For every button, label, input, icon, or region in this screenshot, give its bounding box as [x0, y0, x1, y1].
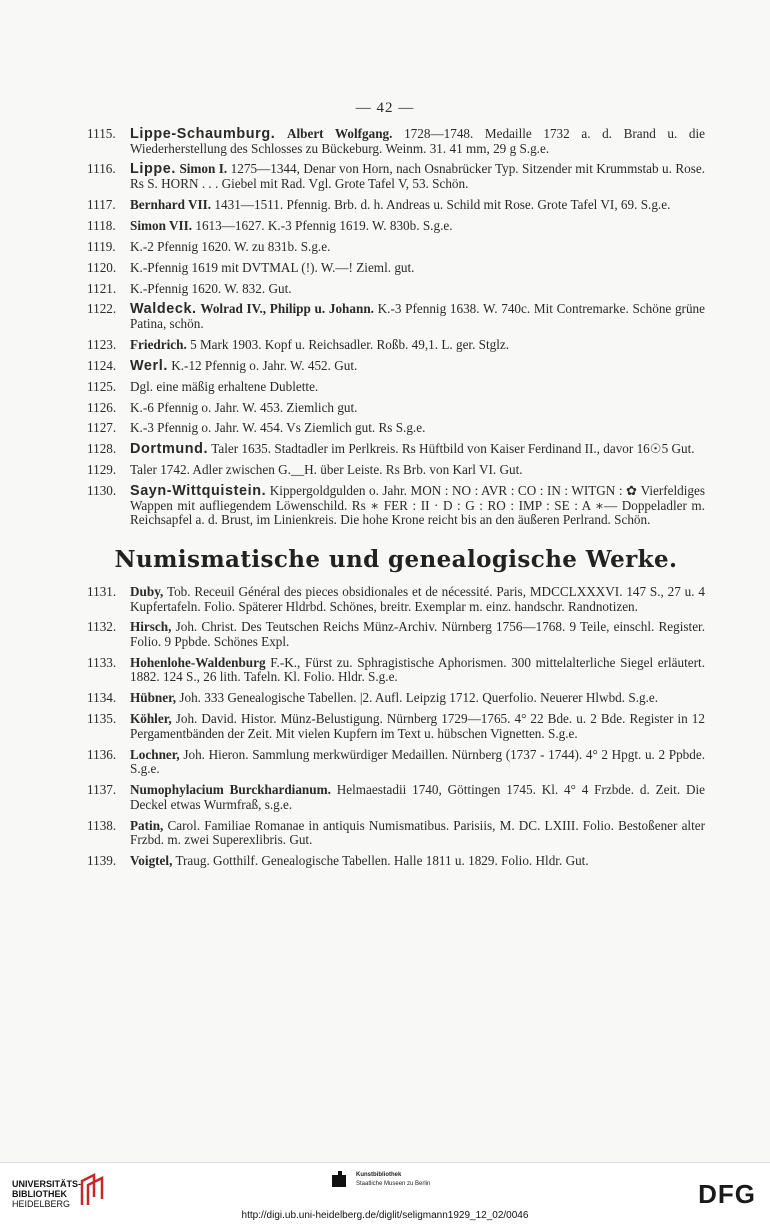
entry-body	[130, 282, 705, 297]
catalog-entry	[87, 338, 705, 353]
entry-body	[130, 585, 705, 614]
entry-body	[130, 380, 705, 395]
entry-heading: Patin,	[130, 817, 164, 833]
entry-number: 1116.	[87, 161, 116, 177]
entry-text: Taler 1635. Stadtadler im Perlkreis. Rs Hüftbild von Kaiser Ferdinand II., davor 16☉5 Gut.	[211, 441, 695, 457]
entry-text: Joh. Hieron. Sammlung merkwürdiger Medaillen. Nürnberg (1737 - 1744). 4° 2 Hpgt. u. 2 Ppbde. S.g.e.	[130, 746, 706, 777]
catalog-entry	[87, 585, 705, 614]
entry-number: 1127.	[87, 420, 117, 436]
entry-heading: Hohenlohe-Waldenburg	[130, 654, 266, 670]
entry-number: 1122.	[87, 301, 117, 317]
entry-heading: Friedrich.	[130, 336, 187, 352]
entry-text: Joh. David. Histor. Münz-Belustigung. Nürnberg 1729—1765. 4° 22 Bde. u. 2 Bde. Register in 12 Pergamentbänden der Zeit. Mit vielen Kupfern im Text u. hübschen Vignetten. S.g.e.	[130, 711, 705, 741]
entry-text: K.-12 Pfennig o. Jahr. W. 452. Gut.	[171, 357, 358, 373]
catalog-entry	[87, 854, 705, 869]
entry-number: 1119.	[87, 238, 116, 254]
entry-number: 1137.	[87, 782, 117, 798]
catalog-entry	[87, 219, 705, 234]
entry-heading: Numophylacium Burckhardianum.	[130, 782, 331, 798]
entry-body	[130, 338, 705, 353]
entry-number: 1130.	[87, 483, 117, 499]
entry-body	[130, 198, 705, 213]
entry-number: 1117.	[87, 196, 116, 212]
permalink-url[interactable]: http://digi.ub.uni-heidelberg.de/diglit/seligmann1929_12_02/0046	[241, 1210, 529, 1221]
section-title: Numismatische und genealogische Werke.	[114, 545, 678, 573]
entry-heading: Simon VII.	[130, 217, 193, 233]
entry-number: 1139.	[87, 853, 117, 869]
catalog-entry	[87, 484, 705, 528]
entry-subheading: Albert Wolfgang.	[286, 126, 393, 141]
entry-heading: Dortmund.	[130, 441, 209, 458]
catalog-entry	[87, 656, 705, 685]
entry-text: 1728—1748. Medaille 1732 a. d. Brand u. die Wiederherstellung des Schlosses zu Bückeburg. Weinm. 31. 41 mm, 29 g S.g.e.	[130, 126, 706, 156]
entry-body	[130, 421, 705, 436]
entry-subheading: Simon I.	[179, 161, 228, 177]
entry-heading: Duby,	[130, 583, 164, 599]
entry-text: Tob. Receuil Général des pieces obsidionales et de nécessité. Paris, MDCCLXXXVI. 147 S., 27 u. 4 Kupfertafeln. Folio. Späterer Hldrbd. Schönes, breitr. Exemplar m. einz. handschr. Randnotizen.	[130, 583, 705, 614]
catalog-entry	[87, 240, 705, 255]
entry-text: 1431—1511. Pfennig. Brb. d. h. Andreas u. Schild mit Rose. Grote Tafel VI, 69. S.g.e.	[214, 196, 671, 212]
entry-heading: Köhler,	[130, 711, 172, 727]
catalog-entry	[87, 401, 705, 416]
entry-number: 1120.	[87, 259, 117, 275]
kunstbibliothek-name	[356, 1171, 430, 1189]
entry-heading: Sayn-Wittquistein.	[130, 483, 267, 500]
entry-text: K.-2 Pfennig 1620. W. zu 831b. S.g.e.	[130, 238, 331, 254]
entry-body	[130, 748, 705, 777]
entry-text: Kippergoldgulden o. Jahr. MON : NO : AVR : CO : IN : WITGN : ✿ Vierfeldiges Wappen mit aufliegendem Löwenschild. Rs ∗ FER : II · D : G : RO : IMP : SE : A ∗— Doppeladler m. Reichsapfel a. d. Brust, im Linienkreis. Die hohe Krone reicht bis an den äußeren Perlrand. Schön.	[130, 483, 706, 528]
entry-body	[130, 712, 705, 741]
entry-number: 1133.	[87, 654, 117, 670]
entry-text: Dgl. eine mäßig erhaltene Dublette.	[130, 378, 319, 394]
entry-text: K.-Pfennig 1620. W. 832. Gut.	[130, 280, 292, 296]
entry-body	[130, 302, 705, 331]
entry-body	[130, 463, 705, 478]
catalog-entry	[87, 421, 705, 436]
entry-body	[130, 656, 705, 685]
entry-body	[130, 359, 705, 374]
catalog-entry	[87, 162, 705, 191]
kunstbibliothek-logo-icon	[330, 1171, 350, 1189]
catalog-entry	[87, 302, 705, 331]
entry-text: F.-K., Fürst zu. Sphragistische Aphorismen. 300 mittelalterliche Siegel erläutert. 1882. 124 S., 26 lith. Tafeln. Kl. Folio. Hldr. S.g.e.	[130, 654, 705, 685]
entry-number: 1126.	[87, 399, 117, 415]
catalog-entry	[87, 712, 705, 741]
entry-heading: Bernhard VII.	[130, 196, 212, 212]
university-library-logo-icon	[78, 1173, 108, 1207]
catalog-entry	[87, 783, 705, 812]
footer-bar	[0, 1162, 770, 1224]
catalog-entry	[87, 127, 705, 156]
entry-number: 1123.	[87, 336, 117, 352]
entry-text: Joh. 333 Genealogische Tabellen. |2. Aufl. Leipzig 1712. Querfolio. Neuerer Hlwbd. S.g.e.	[179, 690, 659, 706]
entry-body	[130, 442, 705, 457]
book-entries	[87, 585, 705, 869]
catalog-entry	[87, 359, 705, 374]
entry-number: 1129.	[87, 462, 117, 478]
entry-number: 1131.	[87, 583, 117, 599]
catalog-entry	[87, 819, 705, 848]
catalog-entry	[87, 620, 705, 649]
entry-number: 1118.	[87, 217, 116, 233]
kb-line-1: Kunstbibliothek	[356, 1172, 402, 1178]
entry-body	[130, 854, 705, 869]
entry-heading: Werl.	[130, 357, 168, 374]
entry-body	[130, 219, 705, 234]
entry-body	[130, 401, 705, 416]
catalog-entry	[87, 282, 705, 297]
entry-number: 1135.	[87, 711, 117, 727]
entry-body	[130, 127, 705, 156]
entry-number: 1128.	[87, 441, 117, 457]
entry-body	[130, 484, 705, 528]
entry-body	[130, 240, 705, 255]
entry-heading: Waldeck.	[130, 301, 197, 318]
entry-text: Carol. Familiae Romanae in antiquis Numismatibus. Parisiis, M. DC. LXIII. Folio. Bestoßener alter Frzbd. m. zwei Superexlibris. Gut.	[130, 817, 706, 848]
entry-text: 1613—1627. K.-3 Pfennig 1619. W. 830b. S.g.e.	[195, 217, 453, 233]
entry-body	[130, 819, 705, 848]
entry-text: K.-Pfennig 1619 mit DVTMAL (!). W.—! Zieml. gut.	[130, 259, 415, 275]
entry-body	[130, 261, 705, 276]
entry-text: K.-6 Pfennig o. Jahr. W. 453. Ziemlich gut.	[130, 399, 358, 415]
uni-line-2: BIBLIOTHEK	[12, 1189, 67, 1199]
entry-body	[130, 783, 705, 812]
coin-entries	[87, 127, 705, 528]
catalog-entry	[87, 261, 705, 276]
catalog-entries	[87, 127, 705, 875]
entry-number: 1125.	[87, 378, 117, 394]
entry-text: 5 Mark 1903. Kopf u. Reichsadler. Roßb. 49,1. L. ger. Stglz.	[190, 336, 510, 352]
entry-body	[130, 691, 705, 706]
entry-number: 1115.	[87, 126, 116, 141]
entry-text: Traug. Gotthilf. Genealogische Tabellen. Halle 1811 u. 1829. Folio. Hldr. Gut.	[175, 853, 589, 869]
entry-heading: Lippe-Schaumburg.	[130, 126, 276, 142]
kb-line-2: Staatliche Museen zu Berlin	[356, 1181, 431, 1187]
entry-number: 1132.	[87, 619, 117, 635]
uni-line-3: HEIDELBERG	[12, 1199, 71, 1209]
entry-text: K.-3 Pfennig 1638. W. 740c. Mit Contremarke. Schöne grüne Patina, schön.	[130, 301, 705, 332]
catalog-entry	[87, 691, 705, 706]
uni-line-1: UNIVERSITÄTS-	[12, 1179, 82, 1189]
entry-body	[130, 620, 705, 649]
catalog-entry	[87, 442, 705, 457]
entry-text: Helmaestadii 1740, Göttingen 1745. Kl. 4° 4 Frzbde. d. Zeit. Die Deckel etwas Wurmfraß, s.g.e.	[130, 782, 705, 812]
university-library-name	[12, 1179, 81, 1209]
entry-heading: Lochner,	[130, 746, 180, 762]
entry-number: 1124.	[87, 357, 117, 373]
entry-body	[130, 162, 705, 191]
dfg-logo: DFG	[698, 1179, 756, 1209]
entry-text: Joh. Christ. Des Teutschen Reichs Münz-Archiv. Nürnberg 1756—1768. 9 Teile, einschl. Register. Folio. 9 Ppbde. Schönes Expl.	[130, 619, 706, 649]
catalog-entry	[87, 748, 705, 777]
entry-number: 1136.	[87, 746, 117, 762]
entry-subheading: Wolrad IV., Philipp u. Johann.	[200, 301, 374, 317]
entry-heading: Voigtel,	[130, 853, 173, 869]
catalog-entry	[87, 380, 705, 395]
catalog-entry	[87, 463, 705, 478]
entry-number: 1138.	[87, 817, 117, 833]
page-number: — 42 —	[355, 100, 415, 116]
entry-heading: Hirsch,	[130, 619, 172, 635]
entry-heading: Hübner,	[130, 690, 177, 706]
entry-heading: Lippe.	[130, 161, 176, 178]
entry-number: 1121.	[87, 280, 117, 296]
entry-text: 1275—1344, Denar von Horn, nach Osnabrücker Typ. Sitzender mit Krummstab u. Rose. Rs S. HORN . . . Giebel mit Rad. Vgl. Grote Tafel V, 53. Schön.	[130, 161, 706, 192]
entry-text: K.-3 Pfennig o. Jahr. W. 454. Vs Ziemlich gut. Rs S.g.e.	[130, 420, 426, 436]
catalog-entry	[87, 198, 705, 213]
entry-number: 1134.	[87, 690, 117, 706]
entry-text: Taler 1742. Adler zwischen G.__H. über Leiste. Rs Brb. von Karl VI. Gut.	[130, 462, 523, 478]
